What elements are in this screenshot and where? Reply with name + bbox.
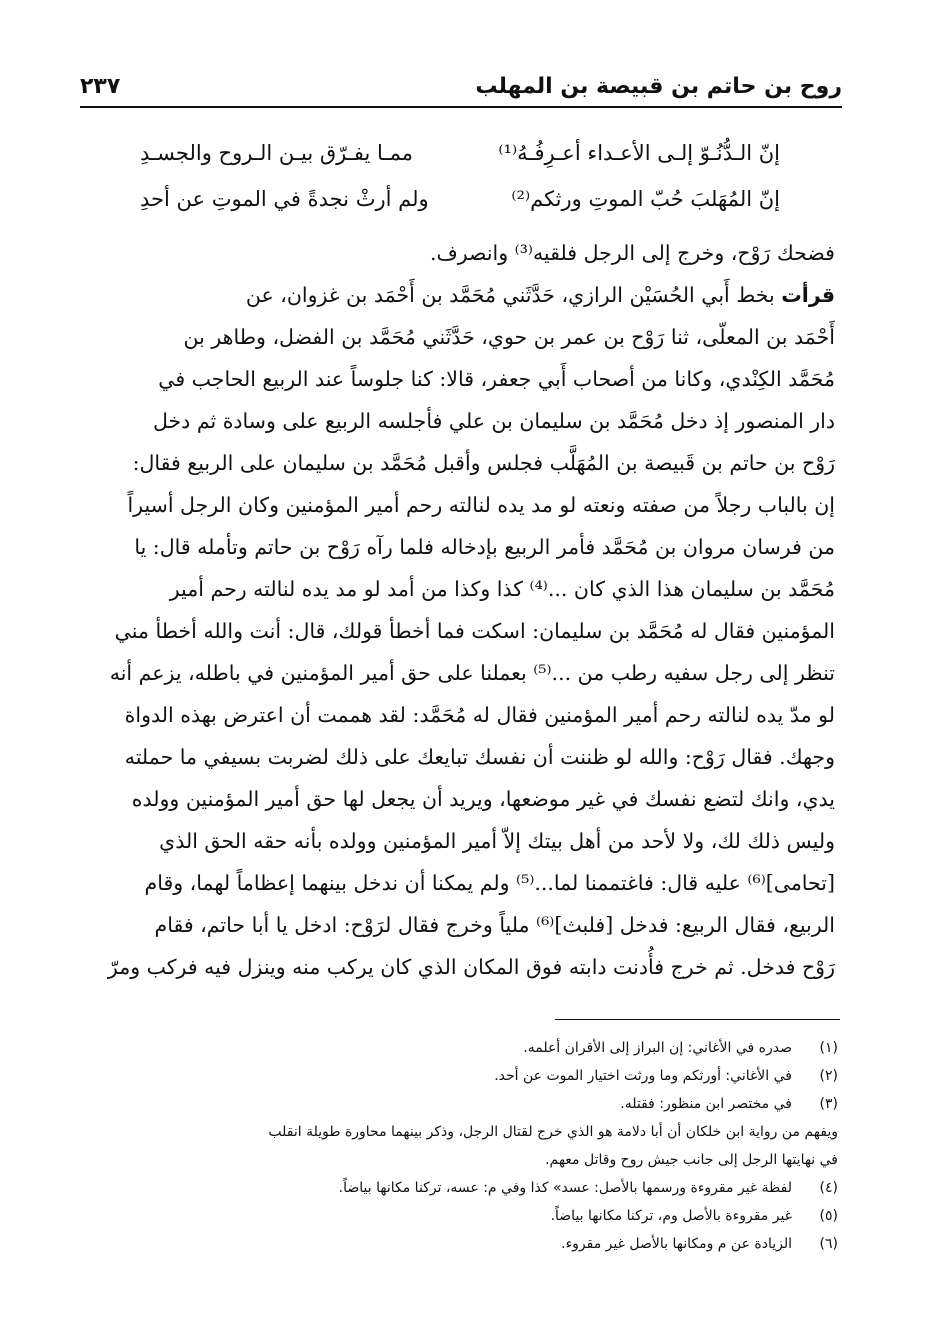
text-line-rest: بخط أَبي الحُسَيْن الرازي، حَدَّثَني مُحَمَّد بن أَحْمَد بن غزوان، عن	[245, 283, 775, 307]
text-line: من فرسان مروان بن مُحَمَّد فأمر الربيع بإدخاله فلما رآه رَوْح بن حاتم وتأمله قال: يا	[134, 535, 835, 559]
footnote-text: ويفهم من رواية ابن خلكان أن أبا دلامة هو الذي خرج لقتال الرجل، وذكر بينهما محاورة طويلة انقلب	[268, 1124, 838, 1140]
text-line: مُحَمَّد الكِنْدي، وكانا من أصحاب أَبي جعفر، قالا: كنا جلوساً عند الربيع الحاجب في	[158, 367, 835, 391]
lead-word: قرأت	[781, 283, 835, 307]
footnote-text: في نهايتها الرجل إلى جانب جيش روح وقاتل معهم.	[545, 1152, 838, 1168]
text-line: إن بالباب رجلاً من صفته ونعته لو مد يده لنالته رحم أمير المؤمنين وكان الرجل أسيراً	[127, 493, 835, 517]
text-line: تنظر إلى رجل سفيه رطب من ...⁽⁵⁾ بعملنا على حق أمير المؤمنين في باطله، يزعم أنه	[109, 661, 835, 685]
footnote-number: (٢)	[819, 1068, 838, 1084]
footnote-text: لفظة غير مقروءة ورسمها بالأصل: عسد» كذا وفي م: عسه، تركنا مكانها بياضاً.	[338, 1180, 792, 1196]
page-header	[80, 72, 842, 108]
text-line: لو مدّ يده لنالته رحم أمير المؤمنين فقال له مُحَمَّد: لقد هممت أن اعترض بهذه الدواة	[124, 703, 835, 727]
text-line: المؤمنين فقال له مُحَمَّد بن سليمان: اسكت فما أخطأ قولك، قال: أنت والله أخطأ مني	[114, 619, 835, 643]
footnote-number: (٣)	[819, 1096, 838, 1112]
text-line: مُحَمَّد بن سليمان هذا الذي كان ...⁽⁴⁾ كذا وكذا من أمد لو مد يده لنالته رحم أمير	[169, 577, 835, 601]
verse	[140, 130, 780, 176]
verse	[140, 176, 780, 222]
text-line	[90, 274, 835, 316]
footnote-text: في مختصر ابن منظور: فقتله.	[620, 1096, 792, 1112]
footnote-number: (٥)	[819, 1208, 838, 1224]
footnote-text: في الأغاني: أورثكم وما ورثت اختيار الموت عن أحد.	[494, 1068, 792, 1084]
text-line: رَوْح فدخل. ثم خرج فأُدنت دابته فوق المكان الذي كان يركب منه وينزل فيه فركب ومرّ	[107, 955, 835, 979]
footnote	[85, 1230, 838, 1258]
verse-second-hemistich: ممـا يفـرّق بيـن الـروح والجسـدِ	[140, 141, 413, 165]
text-line: أَحْمَد بن المعلّى، ثنا رَوْح بن عمر بن حوي، حَدَّثَني مُحَمَّد بن الفضل، وطاهر بن	[183, 325, 835, 349]
footnote	[85, 1202, 838, 1230]
footnote-text: غير مقروءة بالأصل وم، تركنا مكانها بياضاً.	[550, 1208, 792, 1224]
running-title: روح بن حاتم بن قبيصة بن المهلب	[475, 74, 842, 99]
text-line: وجهك. فقال رَوْح: والله لو ظننت أن نفسك تبايعك على ذلك لضربت بسيفي ما حملته	[124, 745, 835, 769]
text-line: [تحامى]⁽⁶⁾ عليه قال: فاغتممنا لما...⁽⁵⁾ ولم يمكنا أن ندخل بينهما إعظاماً لهما، وقام	[144, 871, 835, 895]
footnotes	[85, 1034, 838, 1258]
text-line: الربيع، فقال الربيع: فدخل [فلبث]⁽⁶⁾ ملياً وخرج فقال لرَوْح: ادخل يا أبا حاتم، فقام	[154, 913, 835, 937]
footnote-rule	[555, 1019, 840, 1020]
text-line: فضحك رَوْح، وخرج إلى الرجل فلقيه⁽³⁾ وانصرف.	[429, 241, 835, 265]
verse-second-hemistich: ولم أرثْ نجدةً في الموتِ عن أحدِ	[140, 187, 429, 211]
text-line: رَوْح بن حاتم بن قَبيصة بن المُهَلَّب فجلس وأقبل مُحَمَّد بن سليمان على الربيع فقال:	[132, 451, 835, 475]
text-line: دار المنصور إذ دخل مُحَمَّد بن سليمان بن علي فأجلسه الربيع على وسادة ثم دخل	[152, 409, 835, 433]
footnote-text: صدره في الأغاني: إن البراز إلى الأقران أعلمه.	[523, 1040, 792, 1056]
footnote-continuation	[85, 1146, 838, 1174]
page-number: ٢٣٧	[80, 74, 121, 99]
body-text	[90, 232, 835, 988]
footnote	[85, 1062, 838, 1090]
footnote	[85, 1090, 838, 1118]
footnote-number: (٤)	[819, 1180, 838, 1196]
footnote-text: الزيادة عن م ومكانها بالأصل غير مقروء.	[561, 1236, 792, 1252]
footnote-number: (٦)	[819, 1236, 838, 1252]
poem	[140, 130, 780, 222]
footnote-number: (١)	[819, 1040, 838, 1056]
text-line: وليس ذلك لك، ولا لأحد من أهل بيتك إلاّ أمير المؤمنين وولده بأنه حقه الحق الذي	[159, 829, 835, 853]
header-rule	[80, 106, 842, 108]
verse-first-hemistich: إنّ المُهَلبَ حُبّ الموتِ ورثكم⁽²⁾	[511, 187, 780, 211]
verse-first-hemistich: إنّ الـدُّنُـوّ إلـى الأعـداء أعـرِفُـهُ⁽¹⁾	[498, 141, 780, 165]
footnote	[85, 1034, 838, 1062]
footnote-continuation	[85, 1118, 838, 1146]
text-line: يدي، وانك لتضع نفسك في غير موضعها، ويريد أن يجعل لها حق أمير المؤمنين وولده	[131, 787, 835, 811]
footnote	[85, 1174, 838, 1202]
